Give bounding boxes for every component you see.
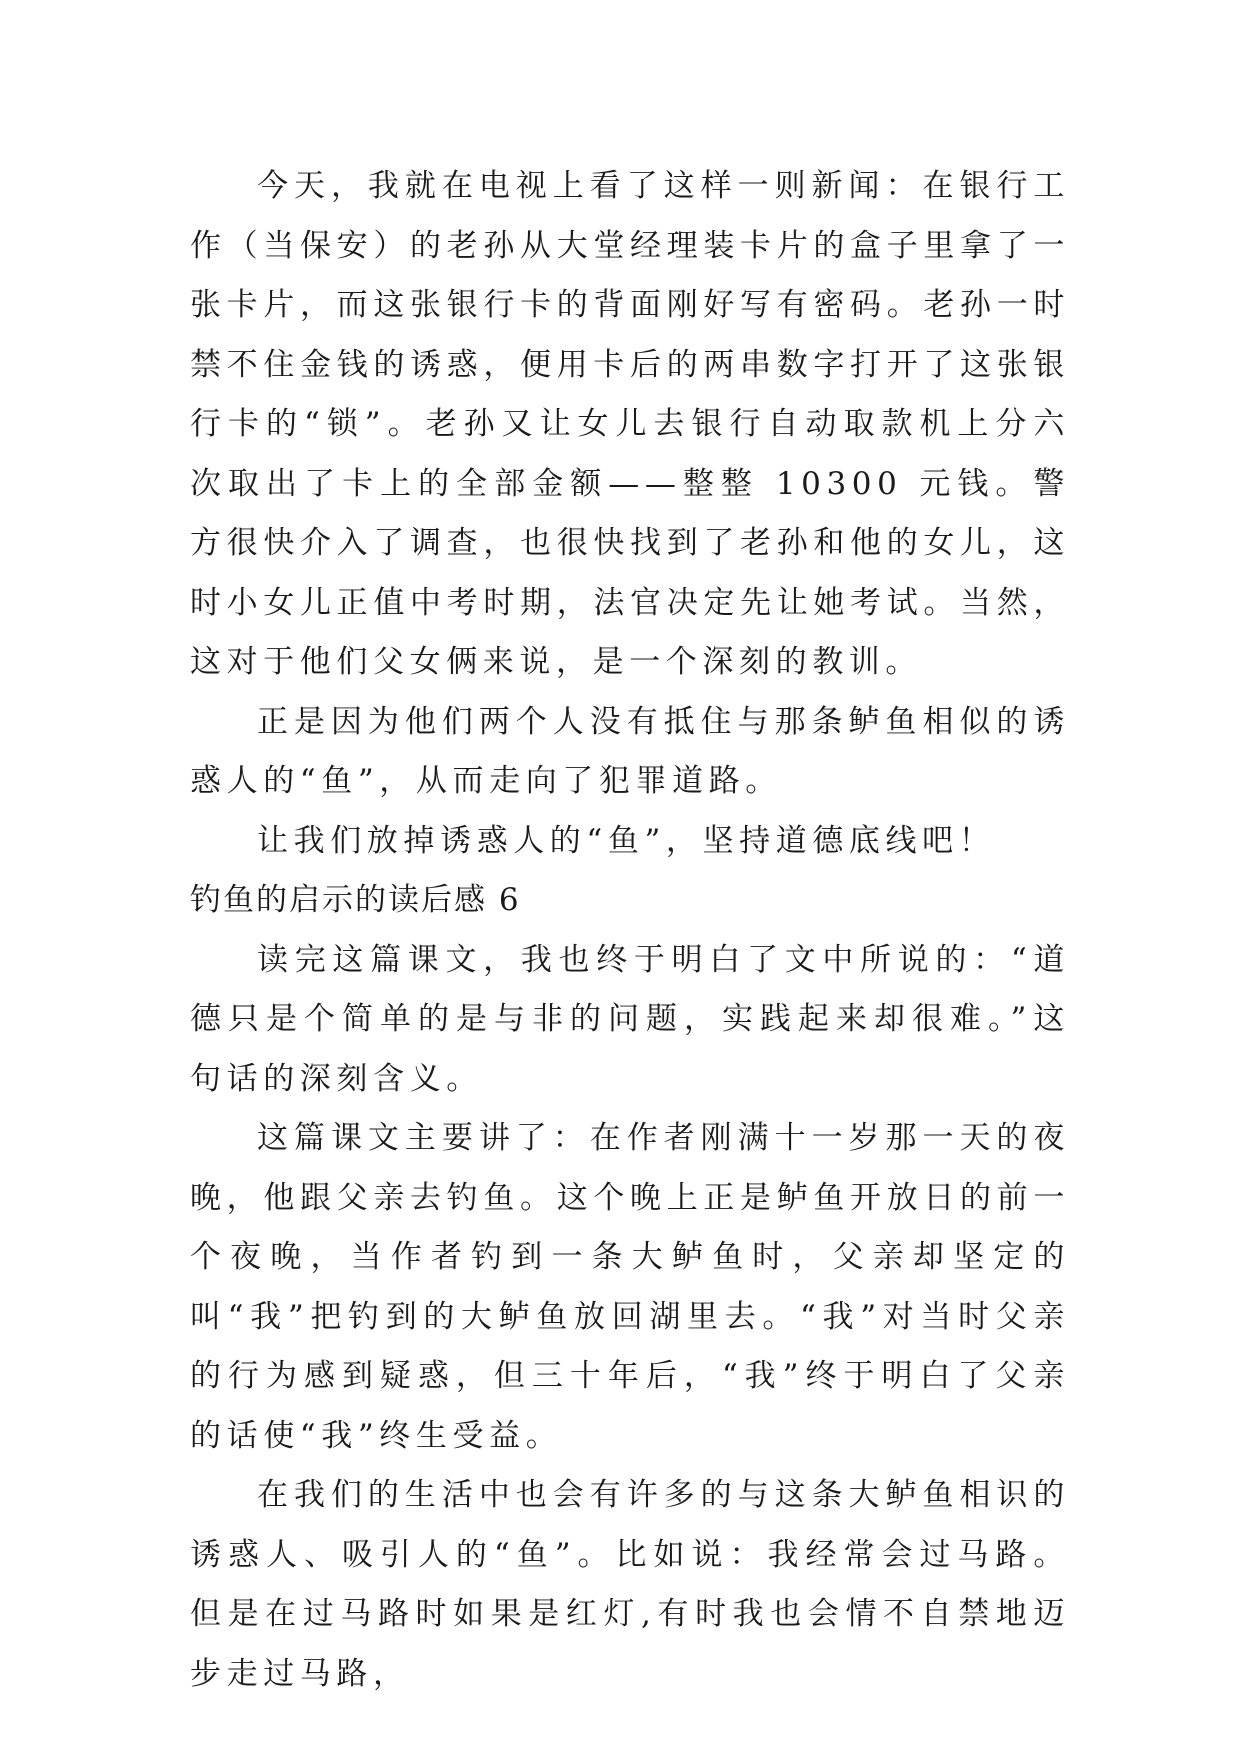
paragraph-summary: 这篇课文主要讲了：在作者刚满十一岁那一天的夜晚，他跟父亲去钓鱼。这个晚上正是鲈鱼开放日的前一个夜晚，当作者钓到一条大鲈鱼时，父亲却坚定的叫“我”把钓到的大鲈鱼放回湖里去。“我”对当时父亲的行为感到疑惑，但三十年后，“我”终于明白了父亲的话使“我”终生受益。 (190, 1120, 1070, 1454)
paragraph-reading: 读完这篇课文，我也终于明白了文中所说的：“道德只是个简单的是与非的问题，实践起来却很难。”这句话的深刻含义。 (190, 941, 1070, 1097)
document-body (190, 157, 1070, 1704)
paragraph-temptation: 正是因为他们两个人没有抵住与那条鲈鱼相似的诱惑人的“鱼”，从而走向了犯罪道路。 (190, 703, 1070, 799)
paragraph-conclusion: 让我们放掉诱惑人的“鱼”，坚持道德底线吧！ (257, 822, 996, 859)
paragraph-life-example: 在我们的生活中也会有许多的与这条大鲈鱼相识的诱惑人、吸引人的“鱼”。比如说：我经常会过马路。但是在过马路时如果是红灯,有时我也会情不自禁地迈步走过马路， (190, 1477, 1070, 1692)
section-heading: 钓鱼的启示的读后感 6 (190, 882, 521, 918)
paragraph-news-story: 今天，我就在电视上看了这样一则新闻：在银行工作（当保安）的老孙从大堂经理装卡片的盒子里拿了一张卡片，而这张银行卡的背面刚好写有密码。老孙一时禁不住金钱的诱惑，便用卡后的两串数字打开了这张银行卡的“锁”。老孙又让女儿去银行自动取款机上分六次取出了卡上的全部金额——整整 10300 元钱。警方很快介入了调查，也很快找到了老孙和他的女儿，这时小女儿正值中考时期，法官决定先让她考试。当然，这对于他们父女俩来说，是一个深刻的教训。 (190, 168, 1070, 680)
